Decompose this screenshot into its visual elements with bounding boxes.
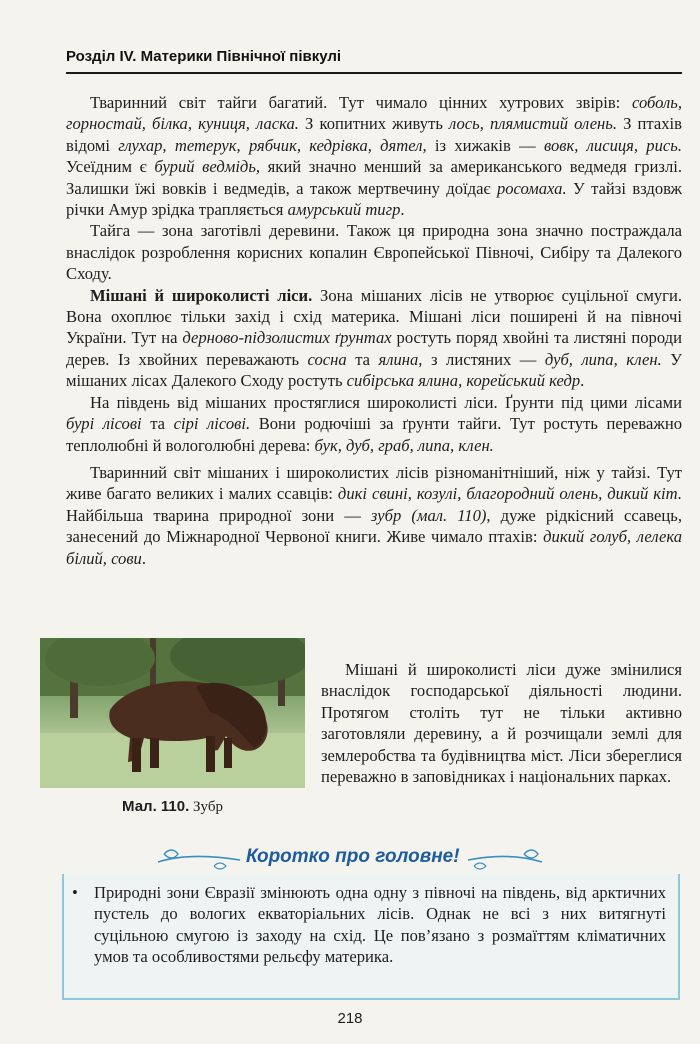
section-header: Розділ IV. Материки Північної півкулі bbox=[66, 48, 342, 65]
subheading-mixed-forests: Мішані й широколисті ліси. bbox=[90, 285, 313, 305]
bison-illustration bbox=[40, 638, 305, 788]
bison-photo bbox=[40, 638, 305, 788]
paragraph-human-impact: Мішані й широколисті ліси дуже змінилися внаслідок господарської діяльності людини. Протягом століть тут не тільки активно заготовляли деревину, а й розчищали землі для землеробства та будівництва міст. Ліси збереглися переважно в заповідниках і національних парках. bbox=[321, 660, 682, 787]
summary-box bbox=[62, 874, 680, 1000]
summary-title: Коротко про головне! bbox=[246, 846, 460, 867]
summary-header bbox=[150, 840, 550, 874]
paragraph-forest-fauna: Тваринний світ мішаних і широколистих лісів різноманітніший, ніж у тайзі. Тут живе багато великих і малих ссавців: дикі свині, козулі, благородний олень, дикий кіт. Найбільша тварина природної зони — зубр (мал. 110), дуже рідкісний ссавець, занесений до Міжнародної Червоної книги. Живе чимало птахів: дикий голуб, лелека білий, сови. bbox=[66, 462, 683, 568]
paragraph-taiga-logging: Тайга — зона заготівлі деревини. Також ця природна зона значно постраждала внаслідок розроблення корисних копалин Європейської Півночі, Сибіру та Далекого Сходу. bbox=[66, 221, 682, 284]
figure-label: Мал. 110. bbox=[122, 798, 190, 815]
side-text bbox=[321, 659, 682, 787]
paragraph-broadleaf-forests: На південь від мішаних простяглися широколисті ліси. Ґрунти під цими лісами бурі лісові та сірі лісові. Вони родючіші за ґрунти тайги. Тут ростуть переважно теплолюбні й вологолюбні дерева: бук, дуб, граб, липа, клен. bbox=[66, 392, 682, 455]
paragraph-taiga-fauna: Тваринний світ тайги багатий. Тут чимало цінних хутрових звірів: соболь, горностай, білка, куниця, ласка. З копитних живуть лось, плямистий олень. З птахів відомі глухар, тетерук, рябчик, кедрівка, дятел, із хижаків — вовк, лисиця, рись. Усеїдним є бурий ведмідь, який значно менший за американського ведмедя гризлі. Залишки їжі вовків і ведмедів, а також мертвечину доїдає росомаха. У тайзі вздовж річки Амур зрідка трапляється амурський тигр. bbox=[66, 93, 682, 220]
meadow bbox=[40, 733, 305, 788]
figure-name: Зубр bbox=[193, 799, 223, 815]
page-number: 218 bbox=[337, 1010, 363, 1027]
paragraph-mixed-forests: Мішані й широколисті ліси. Зона мішаних лісів не утворює суцільної смуги. Вона охоплює тільки захід і схід материка. Мішані ліси поширені й на півночі України. Тут на дерново-підзолистих ґрунтах ростуть поряд хвойні та листяні породи дерев. Із хвойних переважають сосна та ялина, з листяних — дуб, липа, клен. У мішаних лісах Далекого Сходу ростуть сибірська ялина, корейський кедр. bbox=[66, 285, 682, 391]
summary-text bbox=[72, 882, 666, 968]
main-text bbox=[66, 92, 682, 569]
summary-bullet-text: Природні зони Євразії змінюють одна одну з півночі на південь, від арктичних пустель до вологих екваторіальних лісів. Однак не всі з них витягнуті суцільною смугою із заходу на схід. Це пов’язано з розмаїттям кліматичних умов та особливостями рельєфу материка. bbox=[94, 883, 666, 967]
figure-caption bbox=[40, 798, 305, 816]
header-divider bbox=[66, 72, 682, 74]
bullet-icon: • bbox=[72, 883, 78, 902]
